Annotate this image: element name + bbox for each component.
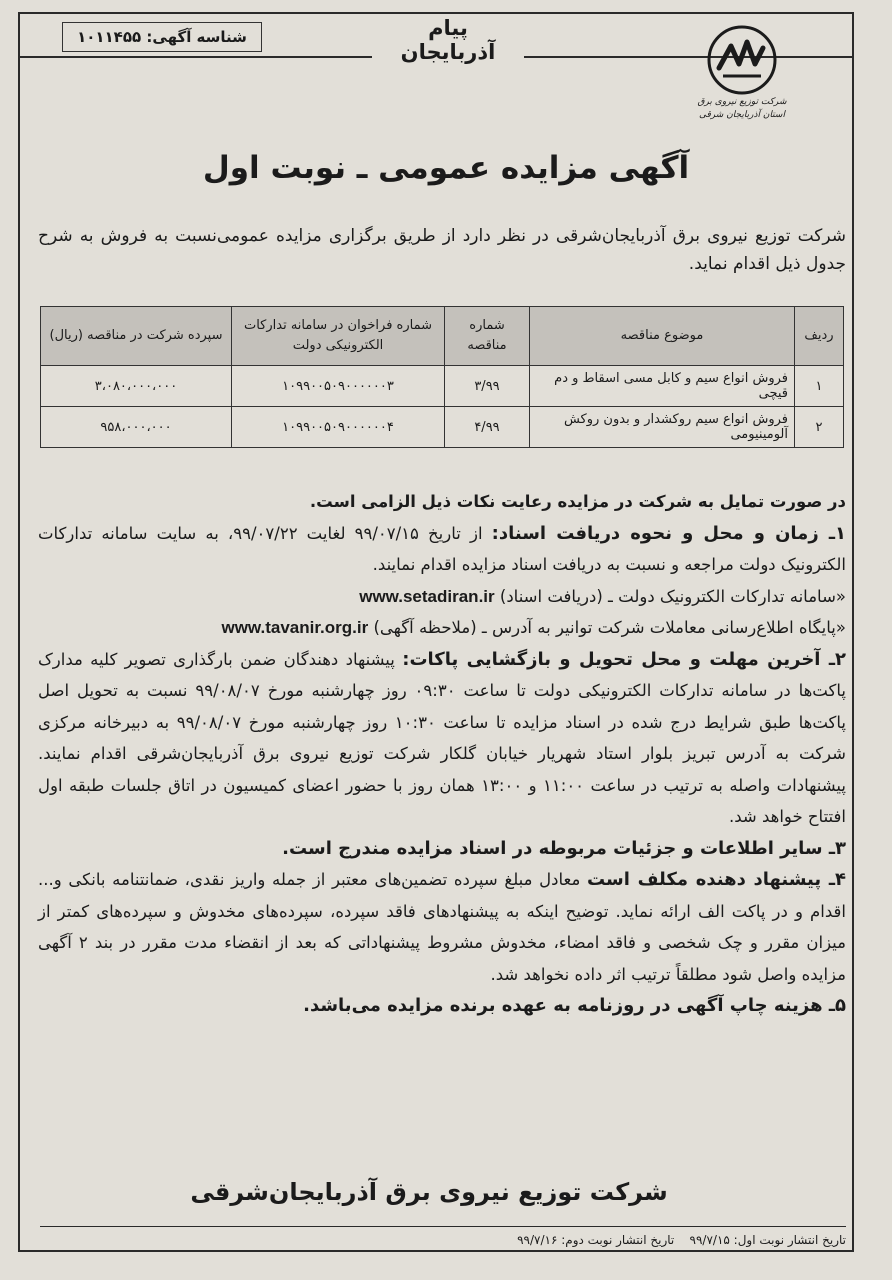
cell-system-number: ۱۰۹۹۰۰۵۰۹۰۰۰۰۰۰۴: [232, 407, 445, 448]
section-1-link-tavanir: [38, 612, 846, 644]
logo-caption-1: شرکت توزیع نیروی برق: [697, 97, 787, 107]
section-1-text: از تاریخ ۹۹/۰۷/۱۵ لغایت ۹۹/۰۷/۲۲، به سایت سامانه تدارکات الکترونیک دولت مراجعه و نسبت به دریافت اسناد مزایده اقدام نمایند.: [38, 523, 846, 574]
header-deposit: سپرده شرکت در مناقصه (ریال): [41, 307, 232, 366]
auction-items-table: [40, 306, 844, 448]
header-number: شماره مناقصه: [445, 307, 530, 366]
first-publish-date: ۹۹/۷/۱۵: [689, 1233, 730, 1247]
logo-caption-2: استان آذربایجان شرقی: [699, 110, 785, 120]
section-4: [38, 864, 846, 990]
section-2: [38, 644, 846, 833]
section-4-title: ۴ـ پیشنهاد دهنده مکلف است: [587, 869, 847, 890]
intro-paragraph: شرکت توزیع نیروی برق آذربایجان‌شرقی در نظر دارد از طریق برگزاری مزایده عمومی‌نسبت به فروش به شرح جدول ذیل اقدام نماید.: [38, 226, 846, 274]
publication-dates: [40, 1226, 846, 1247]
header-system-number: شماره فراخوان در سامانه تدارکات الکترونیکی دولت: [232, 307, 445, 366]
header-row-number: ردیف: [795, 307, 844, 366]
section-2-text: پیشنهاد دهندگان ضمن بارگذاری تصویر کلیه مدارک پاکت‌ها در سامانه تدارکات الکترونیکی دولت تا ساعت ۰۹:۳۰ روز چهارشنبه مورخ ۹۹/۰۸/۰۷ نسبت به تحویل اصل پاکت‌ها طبق شرایط درج شده در اسناد مزایده تا ساعت ۱۰:۳۰ روز چهارشنبه مورخ ۹۹/۰۸/۰۷ به دبیرخانه مرکزی شرکت به آدرس تبریز بلوار استاد شهریار خیابان گلکار شرکت توزیع نیروی برق آذربایجان‌شرقی اقدام نمایند. پیشنهادات واصله به ترتیب در ساعت ۱۱:۰۰ و ۱۳:۰۰ همان روز با حضور اعضای کمیسیون در اتاق جلسات طبقه اول افتتاح خواهد شد.: [38, 649, 847, 826]
section-2-title: ۲ـ آخرین مهلت و محل تحویل و بازگشایی پاکات:: [402, 648, 847, 670]
second-publish-date: ۹۹/۷/۱۶: [517, 1233, 558, 1247]
ad-id-box: [62, 22, 262, 52]
cell-row-number: ۱: [795, 366, 844, 407]
ad-id-label: شناسه آگهی:: [146, 28, 247, 46]
company-signature: شرکت توزیع نیروی برق آذربایجان‌شرقی: [190, 1178, 668, 1206]
table-header-row: [41, 307, 844, 366]
tavanir-label: «پایگاه اطلاع‌رسانی معاملات شرکت توانیر به آدرس ـ (ملاحظه آگهی): [373, 618, 846, 637]
ad-id-value: ۱۰۱۱۴۵۵: [77, 28, 142, 46]
table-row: [41, 366, 844, 407]
cell-number: ۴/۹۹: [445, 407, 530, 448]
cell-deposit: ۳،۰۸۰،۰۰۰،۰۰۰: [41, 366, 232, 407]
cell-subject: فروش انواع سیم روکشدار و بدون روکش آلومینیومی: [530, 407, 795, 448]
tavanir-url-link[interactable]: www.tavanir.org.ir: [221, 618, 369, 637]
section-5: [38, 990, 846, 1022]
condition-text: در صورت تمایل به شرکت در مزایده رعایت نکات ذیل الزامی است.: [309, 492, 846, 511]
condition-line: [38, 486, 846, 518]
section-5-text: ۵ـ هزینه چاپ آگهی در روزنامه به عهده برنده مزایده می‌باشد.: [303, 995, 846, 1016]
company-logo-icon: [703, 24, 781, 96]
section-3: [38, 833, 846, 865]
section-4-text: معادل مبلغ سپرده تضمین‌های معتبر از جمله واریز نقدی، ضمانتنامه بانکی و... اقدام و در پاکت الف ارائه نماید. توضیح اینکه به پیشنهادهای فاقد سپرده، سپرده‌های مخدوش و سپرده‌های کمتر از میزان مقرر و چک شخصی و فاقد امضاء، مخدوش مشروط پیشنهاداتی که بعد از انقضاء مدت مقرر در بند ۲ آگهی مزایده واصل شود مطلقاً ترتیب اثر داده نخواهد شد.: [38, 870, 846, 984]
cell-number: ۳/۹۹: [445, 366, 530, 407]
setad-label: «سامانه تدارکات الکترونیک دولت ـ (دریافت اسناد): [499, 586, 846, 606]
setad-url-link[interactable]: www.setadiran.ir: [359, 586, 495, 606]
ad-body: [38, 486, 846, 1022]
company-logo: [682, 24, 802, 134]
section-1: [38, 518, 846, 581]
section-1-link-setad: [38, 581, 846, 613]
first-publish-label: تاریخ انتشار نوبت اول:: [733, 1233, 846, 1247]
cell-row-number: ۲: [795, 407, 844, 448]
section-3-text: ۳ـ سایر اطلاعات و جزئیات مربوطه در اسناد مزایده مندرج است.: [282, 837, 846, 859]
second-publish-label: تاریخ انتشار نوبت دوم:: [561, 1233, 675, 1247]
ad-title: آگهی مزایده عمومی ـ نوبت اول: [202, 150, 690, 186]
section-1-title: ۱ـ زمان و محل و نحوه دریافت اسناد:: [491, 522, 846, 544]
cell-subject: فروش انواع سیم و کابل مسی اسقاط و دم قیچی: [530, 366, 795, 407]
table-row: [41, 407, 844, 448]
header-subject: موضوع مناقصه: [530, 307, 795, 366]
cell-deposit: ۹۵۸،۰۰۰،۰۰۰: [41, 407, 232, 448]
cell-system-number: ۱۰۹۹۰۰۵۰۹۰۰۰۰۰۰۳: [232, 366, 445, 407]
newspaper-name: پیام آذربایجان: [372, 16, 524, 64]
